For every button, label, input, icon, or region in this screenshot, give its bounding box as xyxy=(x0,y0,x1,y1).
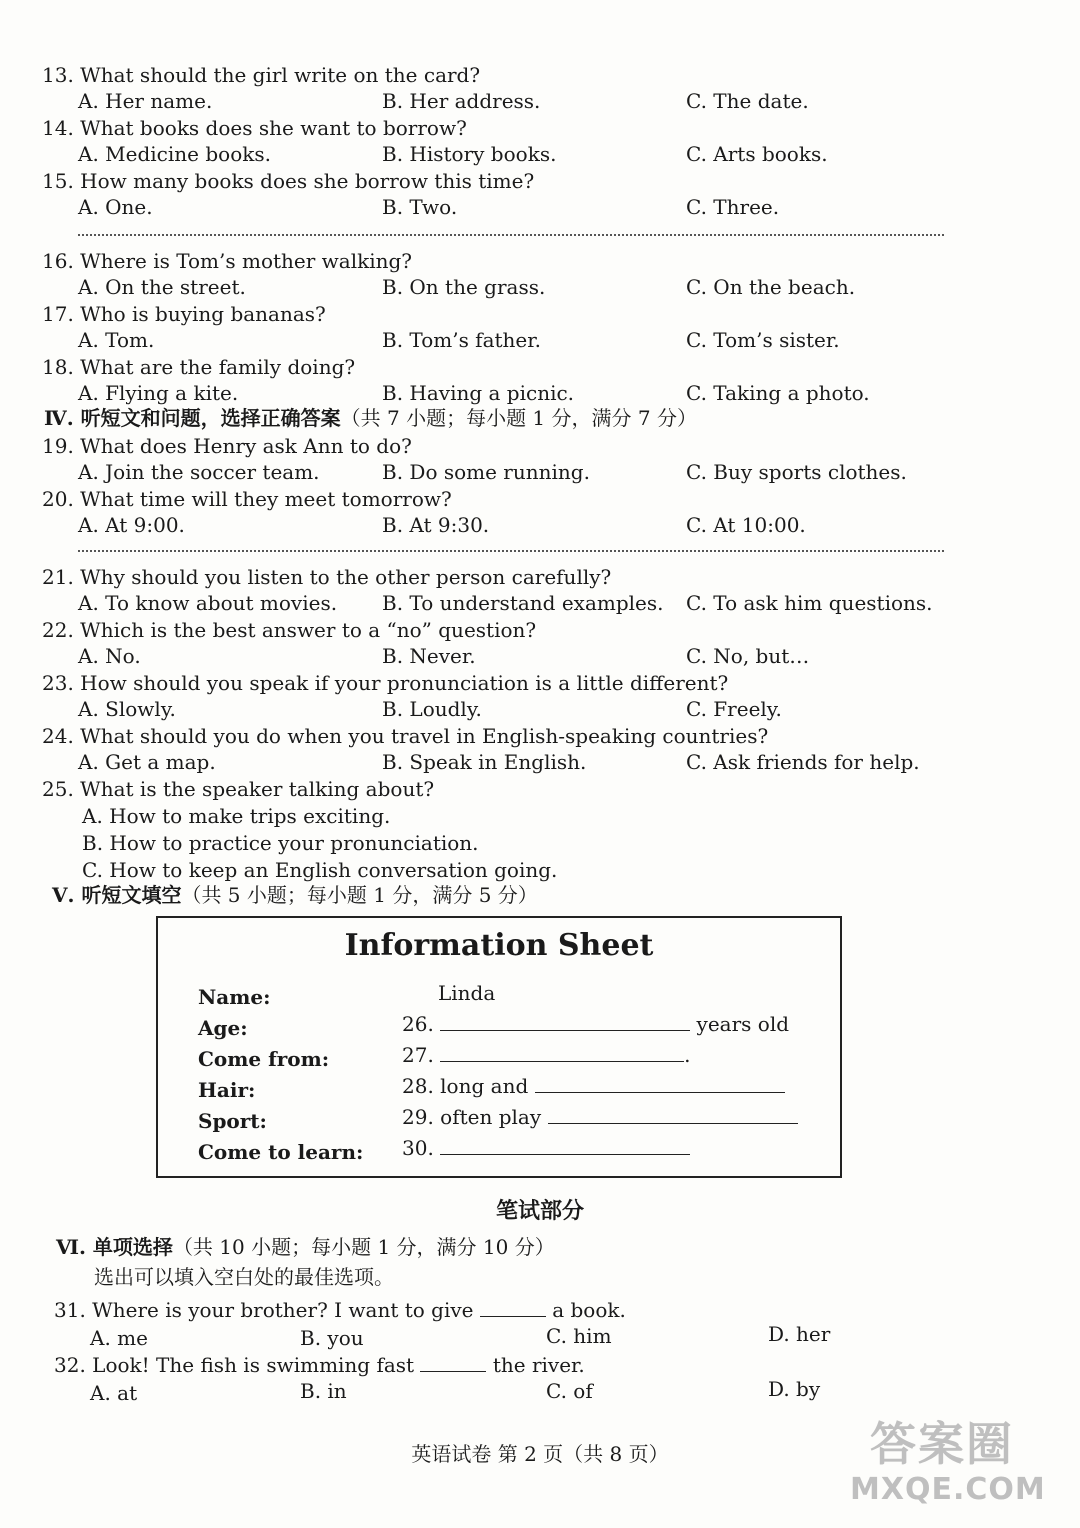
info-value: Linda xyxy=(438,981,496,1005)
option: B. How to practice your pronunciation. xyxy=(82,831,479,855)
option: C. Arts books. xyxy=(686,142,828,166)
question-24: 24. What should you do when you travel in English-speaking countries? xyxy=(42,724,769,748)
page-footer: 英语试卷 第 2 页（共 8 页） xyxy=(411,1442,669,1466)
option: C. To ask him questions. xyxy=(686,591,933,615)
option: A. No. xyxy=(78,644,141,668)
option: A. Her name. xyxy=(78,89,213,113)
information-sheet xyxy=(156,916,842,1178)
option: A. At 9:00. xyxy=(78,513,185,537)
question-31: 31. Where is your brother? I want to give a book. xyxy=(54,1298,626,1322)
question-19: 19. What does Henry ask Ann to do? xyxy=(42,434,412,458)
question-20: 20. What time will they meet tomorrow? xyxy=(42,487,452,511)
option: B. Tom’s father. xyxy=(382,328,541,352)
option: A. at xyxy=(90,1381,138,1405)
option: C. Freely. xyxy=(686,697,782,721)
option: C. Tom’s sister. xyxy=(686,328,840,352)
option: B. Speak in English. xyxy=(382,750,587,774)
option: C. Buy sports clothes. xyxy=(686,460,907,484)
option: C. On the beach. xyxy=(686,275,856,299)
watermark-logo-text: 答案圈 xyxy=(870,1417,1014,1471)
option: B. On the grass. xyxy=(382,275,546,299)
option: D. by xyxy=(768,1377,821,1401)
option: B. History books. xyxy=(382,142,557,166)
option: C. The date. xyxy=(686,89,809,113)
question-18: 18. What are the family doing? xyxy=(42,355,356,379)
option: B. in xyxy=(300,1379,347,1403)
option: B. you xyxy=(300,1326,364,1350)
info-label: Sport: xyxy=(198,1109,267,1133)
option: A. To know about movies. xyxy=(78,591,338,615)
question-17: 17. Who is buying bananas? xyxy=(42,302,326,326)
dotted-divider xyxy=(78,550,944,552)
option: B. Never. xyxy=(382,644,476,668)
question-25: 25. What is the speaker talking about? xyxy=(42,777,435,801)
information-sheet-title: Information Sheet xyxy=(344,928,654,963)
info-blank-29: 29. often play xyxy=(402,1104,798,1130)
info-blank-28: 28. long and xyxy=(402,1073,785,1099)
info-label: Hair: xyxy=(198,1078,256,1102)
watermark-logo xyxy=(850,1408,1060,1518)
option: A. Medicine books. xyxy=(78,142,271,166)
option: C. him xyxy=(546,1324,612,1348)
option: A. One. xyxy=(78,195,153,219)
option: A. Flying a kite. xyxy=(78,381,239,405)
info-blank-26: 26. years old xyxy=(402,1012,790,1036)
question-16: 16. Where is Tom’s mother walking? xyxy=(42,249,413,273)
question-23: 23. How should you speak if your pronunciation is a little different? xyxy=(42,671,729,695)
info-blank-27: 27. . xyxy=(402,1043,691,1067)
option: A. me xyxy=(90,1326,148,1350)
info-blank-30: 30. xyxy=(402,1135,690,1161)
option: B. Two. xyxy=(382,195,458,219)
option: A. Join the soccer team. xyxy=(78,460,320,484)
option: C. Taking a photo. xyxy=(686,381,870,405)
option: B. Do some running. xyxy=(382,460,590,484)
option: D. her xyxy=(768,1322,831,1346)
option: A. Tom. xyxy=(78,328,155,352)
option: B. Loudly. xyxy=(382,697,482,721)
option: C. How to keep an English conversation going. xyxy=(82,858,558,882)
question-15: 15. How many books does she borrow this time? xyxy=(42,169,535,193)
section-5-heading: Ⅴ. 听短文填空（共 5 小题；每小题 1 分，满分 5 分） xyxy=(52,883,538,907)
option: C. At 10:00. xyxy=(686,513,806,537)
option: A. Get a map. xyxy=(78,750,216,774)
written-part-heading: 笔试部分 xyxy=(495,1198,584,1224)
option: B. To understand examples. xyxy=(382,591,664,615)
option: C. No, but… xyxy=(686,644,810,668)
question-32: 32. Look! The fish is swimming fast the river. xyxy=(54,1353,585,1377)
dotted-divider xyxy=(78,234,944,236)
option: C. of xyxy=(546,1379,593,1403)
info-label: Come from: xyxy=(198,1047,330,1071)
section-6-heading: Ⅵ. 单项选择（共 10 小题；每小题 1 分，满分 10 分） xyxy=(56,1235,555,1259)
option: B. Her address. xyxy=(382,89,541,113)
watermark-url: MXQE.COM xyxy=(850,1472,1046,1507)
info-label: Come to learn: xyxy=(198,1140,364,1164)
option: B. At 9:30. xyxy=(382,513,490,537)
info-label: Age: xyxy=(198,1016,248,1040)
option: C. Three. xyxy=(686,195,780,219)
option: C. Ask friends for help. xyxy=(686,750,920,774)
info-label: Name: xyxy=(198,985,271,1009)
option: A. How to make trips exciting. xyxy=(82,804,391,828)
question-14: 14. What books does she want to borrow? xyxy=(42,116,467,140)
question-22: 22. Which is the best answer to a “no” question? xyxy=(42,618,537,642)
option: B. Having a picnic. xyxy=(382,381,575,405)
section-4-heading: Ⅳ. 听短文和问题，选择正确答案（共 7 小题；每小题 1 分，满分 7 分） xyxy=(44,406,697,430)
option: A. On the street. xyxy=(78,275,246,299)
option: A. Slowly. xyxy=(78,697,176,721)
question-21: 21. Why should you listen to the other person carefully? xyxy=(42,565,612,589)
section-6-instruction: 选出可以填入空白处的最佳选项。 xyxy=(94,1265,394,1289)
question-13: 13. What should the girl write on the card? xyxy=(42,63,481,87)
